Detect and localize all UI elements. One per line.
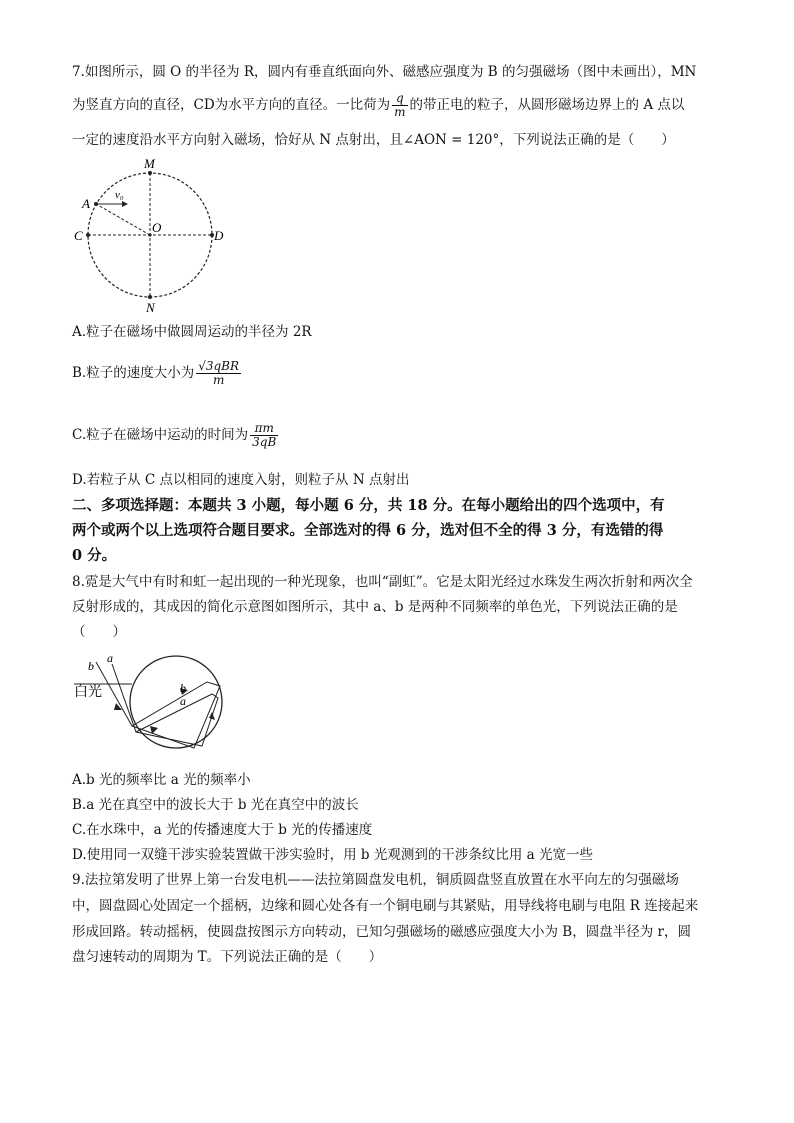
q7-option-b [72,360,243,387]
q8-line-3: （ ） [72,624,126,640]
q7-line-1: 7.如图所示，圆 O 的半径为 R，圆内有垂直纸面向外、磁感应强度为 B 的匀强磁场（图中未画出），MN [72,64,697,80]
label-C: C [74,228,83,243]
fraction-denominator: m [394,105,406,119]
q7-line-2 [72,92,684,119]
q8-line-1: 8.霓是大气中有时和虹一起出现的一种光现象，也叫“副虹”。它是太阳光经过水珠发生两次折射和两次全 [72,574,693,590]
label-O: O [152,220,162,235]
label-v0: v₀ [115,189,124,201]
radius-OA [96,204,150,235]
label-D: D [214,228,224,243]
label-white-light: 白光 [74,685,102,700]
q7-option-a: A.粒子在磁场中做圆周运动的半径为 2R [72,324,312,340]
label-b-top: b [88,659,94,673]
q9-line-2: 中，圆盘圆心处固定一个摇柄，边缘和圆心处各有一个铜电刷与其紧贴，用导线将电刷与电阻 R 连接起来 [72,898,699,914]
fraction-numerator: √3qBR [198,359,240,373]
q8-option-b: B.a 光在真空中的波长大于 b 光在真空中的波长 [72,797,359,813]
q8-option-a: A.b 光的频率比 a 光的频率小 [72,772,251,788]
fraction-denominator: 3qB [252,435,277,449]
section-2-heading-line-2: 两个或两个以上选项符合题目要求。全部选对的得 6 分，选对但不全的得 3 分，有选错的得 [72,522,664,539]
q7-circle-figure [70,152,240,317]
q9-line-4: 盘匀速转动的周期为 T。下列说法正确的是（ ） [72,949,383,965]
ray-arrowhead [209,712,215,720]
fraction-denominator: m [212,373,225,387]
label-A: A [82,196,90,211]
ray-a [112,664,218,746]
fraction-numerator: πm [250,422,278,436]
velocity-arrowhead [122,201,128,207]
label-N: N [146,300,155,315]
water-droplet [130,656,222,748]
q9-line-3: 形成回路。转动摇柄，使圆盘按图示方向转动，已知匀强磁场的磁感应强度大小为 B，圆盘半径为 r，圆 [72,924,691,940]
fraction-numerator: q [392,92,407,106]
q8-line-2: 反射形成的，其成因的简化示意图如图所示，其中 a、b 是两种不同频率的单色光，下列说法正确的是 [72,599,678,615]
ray-b [96,662,220,748]
charge-mass-ratio-fraction [392,92,407,119]
q8-option-d: D.使用同一双缝干涉实验装置做干涉实验时，用 b 光观测到的干涉条纹比用 a 光宽一些 [72,847,593,863]
q7-option-c-text: C.粒子在磁场中运动的时间为 [72,427,249,443]
q7-line-2a: 为竖直方向的直径，CD为水平方向的直径。一比荷为 [72,97,391,113]
q8-raindrop-figure [72,648,232,760]
q7-option-d: D.若粒子从 C 点以相同的速度入射，则粒子从 N 点射出 [72,472,410,488]
label-M: M [144,156,155,171]
label-b-inside: b [180,681,186,695]
label-a-top: a [107,651,113,665]
time-fraction [250,422,278,449]
section-2-heading-line-1: 二、多项选择题：本题共 3 小题，每小题 6 分，共 18 分。在每小题给出的四个选项中，有 [72,497,665,514]
q7-option-b-text: B.粒子的速度大小为 [72,365,195,381]
speed-fraction [196,360,241,387]
q7-option-c [72,422,280,449]
section-2-heading-line-3: 0 分。 [72,547,117,564]
q7-line-3: 一定的速度沿水平方向射入磁场，恰好从 N 点射出，且∠AON = 120°，下列说法正确的是（ ） [72,132,675,148]
q7-line-2b: 的带正电的粒子，从圆形磁场边界上的 A 点以 [409,97,685,113]
label-a-inside: a [180,694,186,708]
q8-option-c: C.在水珠中，a 光的传播速度大于 b 光的传播速度 [72,822,373,838]
q9-line-1: 9.法拉第发明了世界上第一台发电机——法拉第圆盘发电机，铜质圆盘竖直放置在水平向左的匀强磁场 [72,872,679,888]
